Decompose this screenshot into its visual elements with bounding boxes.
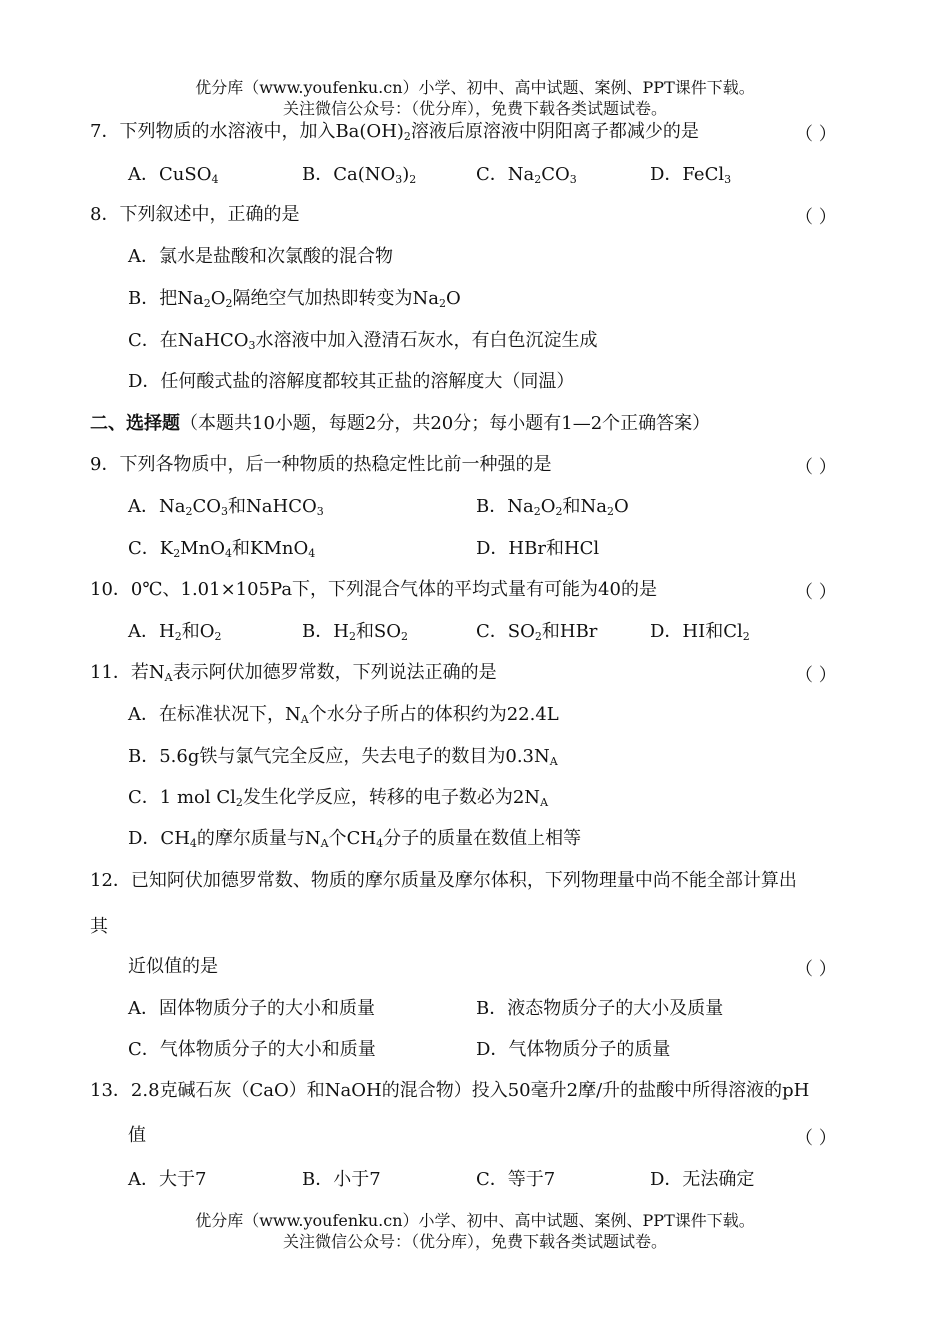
page-footer-line2: 关注微信公众号：（优分库），免费下载各类试题试卷。 [282,1232,667,1251]
q12-option-c: C．气体物质分子的大小和质量 [128,1039,376,1060]
q12-option-b: B．液态物质分子的大小及质量 [476,998,724,1019]
q13-option-d: D．无法确定 [650,1169,755,1190]
q8-option-a: A．氯水是盐酸和次氯酸的混合物 [128,246,393,267]
page-header-line1: 优分库（www.youfenku.cn）小学、初中、高中试题、案例、PPT课件下载。 [195,78,755,97]
question-8-stem: 8．下列叙述中，正确的是 [90,204,300,225]
question-10-stem: 10．0℃、1.01×105Pa下，下列混合气体的平均式量有可能为40的是 [90,579,657,600]
answer-blank: （ ） [795,457,837,478]
q10-option-a: A．$H_2$和$O_2$ [128,621,222,643]
q11-option-b: B．5.6g铁与氯气完全反应，失去电子的数目为$0.3N_A$ [128,746,558,768]
q7-option-a: A．CuSO$_4$ [128,164,219,186]
q13-option-c: C．等于7 [476,1169,556,1190]
answer-blank: （ ） [795,582,837,603]
q13-option-b: B．小于7 [302,1169,381,1190]
answer-blank: （ ） [795,665,837,686]
page-header-line2: 关注微信公众号：（优分库），免费下载各类试题试卷。 [282,99,667,118]
question-11-stem: 11．若$N_A$表示阿伏加德罗常数，下列说法正确的是 [90,662,497,684]
q7-option-c: C．$Na_2CO_3$ [476,164,577,186]
q8-option-d: D．任何酸式盐的溶解度都较其正盐的溶解度大（同温） [128,371,575,392]
q8-option-b: B．把$Na_2O_2$隔绝空气加热即转变为$Na_2O$ [128,288,461,310]
question-7-stem: 7．下列物质的水溶液中，加入$Ba(OH)_2$溶液后原溶液中阴阳离子都减少的是 [90,121,699,143]
question-number: 8． [90,204,120,225]
q9-option-a: A．$Na_2CO_3$和NaHCO$_3$ [128,496,324,518]
question-number: 10． [90,579,131,600]
q9-option-d: D．HBr和HCl [476,538,600,559]
question-9-stem: 9．下列各物质中，后一种物质的热稳定性比前一种强的是 [90,454,552,475]
q11-option-d: D．$CH_4$的摩尔质量与$N_A$个$CH_4$分子的质量在数值上相等 [128,828,582,850]
q7-option-d: D．FeCl$_3$ [650,164,732,186]
q8-option-c: C．在NaHCO$_3$水溶液中加入澄清石灰水，有白色沉淀生成 [128,330,598,352]
question-number: 7． [90,121,120,142]
q11-option-a: A．在标准状况下，$N_A$个水分子所占的体积约为22.4L [128,704,559,726]
question-number: 12． [90,870,131,891]
answer-blank: （ ） [795,124,837,145]
q9-option-c: C．$K_2MnO_4$和KMnO$_4$ [128,538,316,560]
section-title: 二、选择题 [90,413,180,434]
q10-option-b: B．$H_2$和$SO_2$ [302,621,409,643]
question-number: 9． [90,454,120,475]
q9-option-b: B．$Na_2O_2$和$Na_2O$ [476,496,629,518]
answer-blank: （ ） [795,959,837,980]
q10-option-c: C．$SO_2$和HBr [476,621,598,643]
answer-blank: （ ） [795,1128,837,1149]
answer-blank: （ ） [795,207,837,228]
q12-option-a: A．固体物质分子的大小和质量 [128,998,375,1019]
question-13-stem: 13．2.8克碱石灰（CaO）和NaOH的混合物）投入50毫升2摩/升的盐酸中所得溶液的pH [90,1080,810,1101]
section-2-heading [90,412,710,436]
q11-option-c: C．1 mol $Cl_2$发生化学反应，转移的电子数必为$2N_A$ [128,787,549,809]
question-12-stem-cont: 近似值的是 [128,956,218,977]
page-footer-line1: 优分库（www.youfenku.cn）小学、初中、高中试题、案例、PPT课件下载。 [195,1211,755,1230]
q10-option-d: D．HI和$Cl_2$ [650,621,750,643]
q7-option-b: B．$Ca(NO_3)_2$ [302,164,417,186]
question-12-stem-wrap: 其 [90,916,108,937]
question-13-stem-cont: 值 [128,1125,146,1146]
question-12-stem: 12．已知阿伏加德罗常数、物质的摩尔质量及摩尔体积，下列物理量中尚不能全部计算出 [90,870,797,891]
q13-option-a: A．大于7 [128,1169,207,1190]
question-number: 13． [90,1080,131,1101]
q12-option-d: D．气体物质分子的质量 [476,1039,671,1060]
question-number: 11． [90,662,131,683]
section-note: （本题共10小题，每题2分，共20分；每小题有1—2个正确答案） [180,413,711,434]
